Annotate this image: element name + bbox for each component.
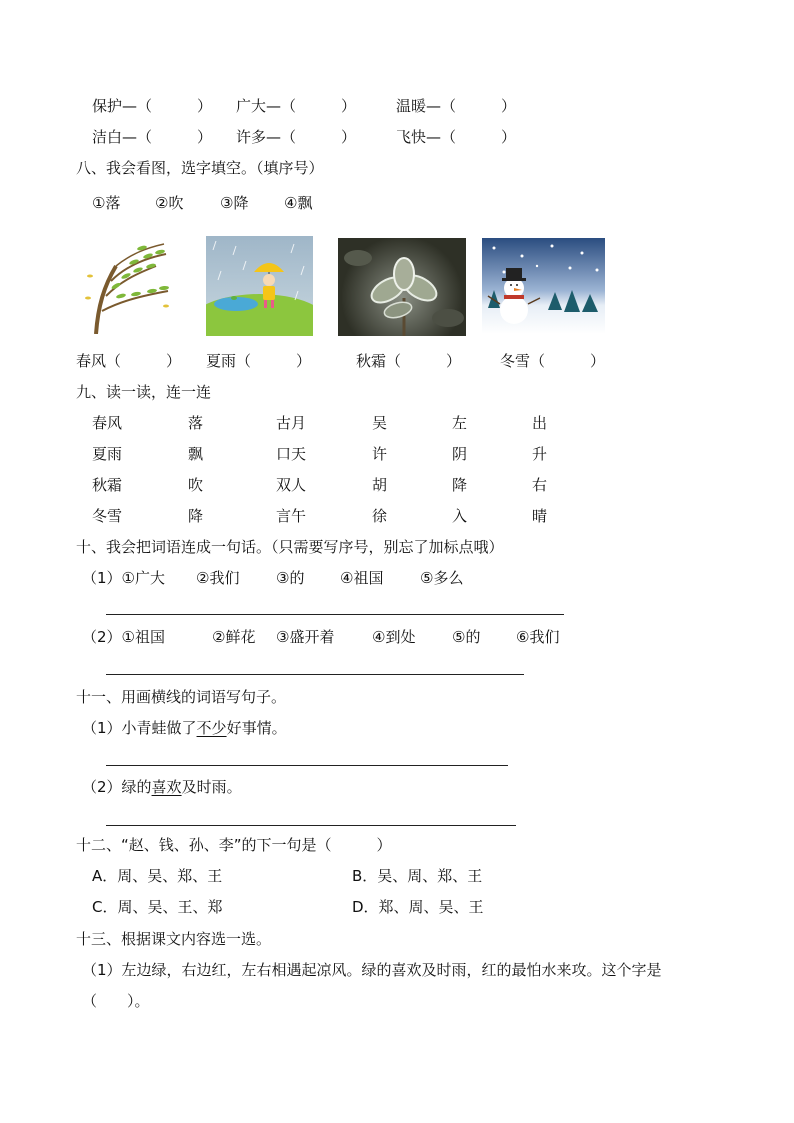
q9-cell: 吴 (372, 414, 388, 432)
q9-cell: 出 (532, 414, 548, 432)
q8-blank-summer-rain: 夏雨（ ） (206, 352, 312, 370)
winter-snowman-image (482, 238, 605, 334)
q9-cell: 徐 (372, 507, 388, 525)
q12-title: 十二、“赵、钱、孙、李”的下一句是（ ） (76, 836, 392, 854)
q9-cell: 入 (452, 507, 468, 525)
q9-cell: 双人 (276, 476, 307, 494)
q10-s2-word: ③盛开着 (276, 628, 335, 646)
q12-option-c[interactable]: C．周、吴、王、郑 (92, 898, 223, 916)
q10-s2-word: （2）①祖国 (82, 628, 165, 646)
antonym-1: 保护—（ ） (92, 97, 213, 115)
q9-cell: 古月 (276, 414, 307, 432)
q10-s1-word: ②我们 (196, 569, 240, 587)
q9-cell: 降 (188, 507, 204, 525)
q10-s1-word: ④祖国 (340, 569, 384, 587)
q10-s2-word: ⑥我们 (516, 628, 560, 646)
summer-rain-image (206, 236, 313, 336)
q12-option-b[interactable]: B．吴、周、郑、王 (352, 867, 483, 885)
q11-title: 十一、用画横线的词语写句子。 (76, 688, 287, 706)
q9-cell: 降 (452, 476, 468, 494)
antonym-5: 许多—（ ） (236, 128, 357, 146)
willow-wind-image (76, 236, 174, 334)
q11-s2-post: 及时雨。 (181, 778, 242, 796)
q9-cell: 冬雪 (92, 507, 123, 525)
q9-cell: 口天 (276, 445, 307, 463)
q13-s1-text: （1）左边绿，右边红，左右相遇起凉风。绿的喜欢及时雨，红的最怕水来攻。这个字是 (82, 961, 662, 979)
q9-cell: 右 (532, 476, 548, 494)
q9-cell: 秋霜 (92, 476, 123, 494)
q11-s1-pre: （1）小青蛙做了 (82, 719, 197, 737)
q11-s1-post: 好事情。 (226, 719, 287, 737)
q10-s2-word: ②鲜花 (212, 628, 256, 646)
q8-blank-autumn-frost: 秋霜（ ） (356, 352, 462, 370)
q8-option-1: ①落 (92, 194, 121, 212)
q10-s2-word: ⑤的 (452, 628, 481, 646)
antonym-2: 广大—（ ） (236, 97, 357, 115)
q8-option-2: ②吹 (155, 194, 184, 212)
q11-s1-answer-line[interactable] (106, 765, 508, 766)
q8-option-3: ③降 (220, 194, 249, 212)
q11-s2-pre: （2）绿的 (82, 778, 152, 796)
q11-sentence-2 (82, 777, 242, 797)
q13-title: 十三、根据课文内容选一选。 (76, 930, 272, 948)
q9-cell: 夏雨 (92, 445, 123, 463)
q9-title: 九、读一读，连一连 (76, 383, 212, 401)
q9-cell: 吹 (188, 476, 204, 494)
q8-title: 八、我会看图，选字填空。（填序号） (76, 159, 324, 177)
q10-s2-word: ④到处 (372, 628, 416, 646)
q10-s1-word: ③的 (276, 569, 305, 587)
q10-s2-answer-line[interactable] (106, 674, 524, 675)
q9-cell: 言午 (276, 507, 307, 525)
q10-s1-answer-line[interactable] (106, 614, 564, 615)
q11-s1-underlined-word: 不少 (196, 719, 227, 737)
q9-cell: 阴 (452, 445, 468, 463)
q9-cell: 升 (532, 445, 548, 463)
q9-cell: 胡 (372, 476, 388, 494)
q9-cell: 左 (452, 414, 468, 432)
q13-s1-blank: （ ）。 (82, 992, 150, 1010)
q12-option-d[interactable]: D．郑、周、吴、王 (352, 898, 484, 916)
q11-s2-answer-line[interactable] (106, 825, 516, 826)
q8-blank-winter-snow: 冬雪（ ） (500, 352, 606, 370)
q9-cell: 飘 (188, 445, 204, 463)
q8-option-4: ④飘 (284, 194, 313, 212)
q10-s1-word: ⑤多么 (420, 569, 464, 587)
antonym-6: 飞快—（ ） (396, 128, 517, 146)
q9-cell: 许 (372, 445, 388, 463)
antonym-4: 洁白—（ ） (92, 128, 213, 146)
q12-option-a[interactable]: A．周、吴、郑、王 (92, 867, 223, 885)
q9-cell: 落 (188, 414, 204, 432)
q8-blank-spring-wind: 春风（ ） (76, 352, 182, 370)
antonym-3: 温暖—（ ） (396, 97, 517, 115)
autumn-frost-image (338, 238, 466, 336)
q11-sentence-1 (82, 718, 287, 738)
q9-cell: 晴 (532, 507, 548, 525)
q10-s1-word: （1）①广大 (82, 569, 165, 587)
q10-title: 十、我会把词语连成一句话。（只需要写序号，别忘了加标点哦） (76, 538, 504, 556)
q9-cell: 春风 (92, 414, 123, 432)
q11-s2-underlined-word: 喜欢 (151, 778, 182, 796)
